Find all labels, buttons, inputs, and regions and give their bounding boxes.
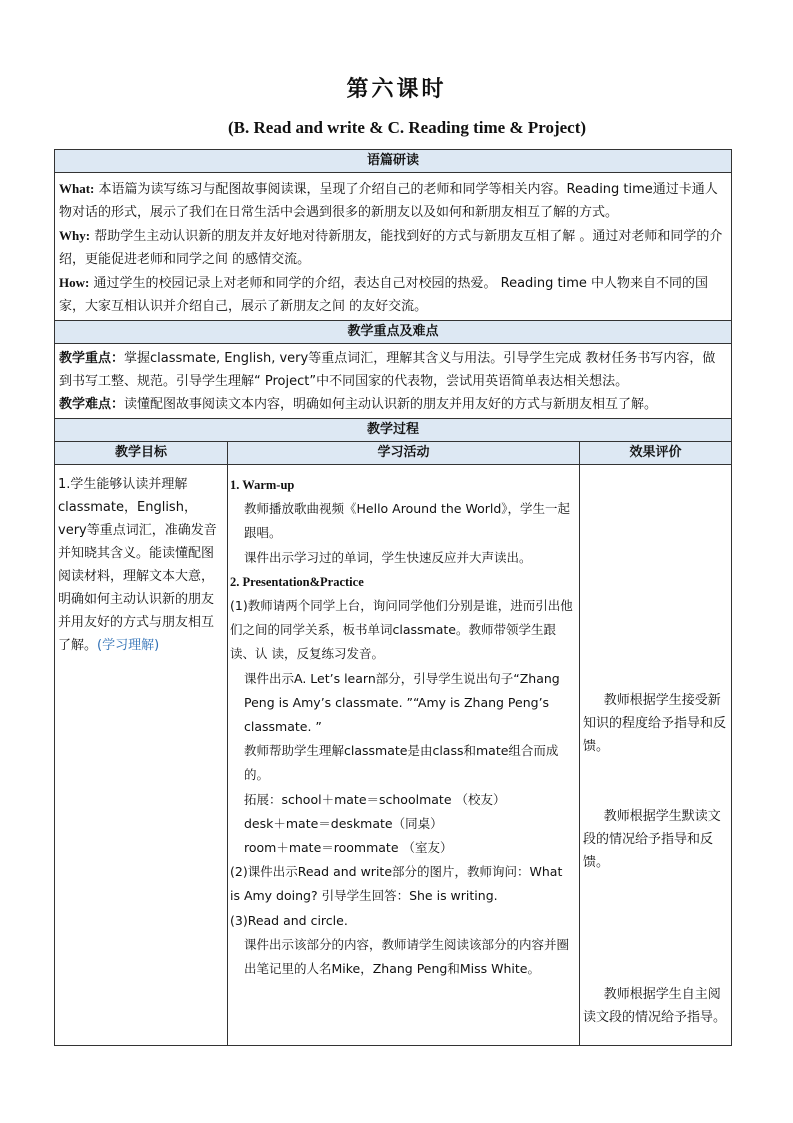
why-paragraph [59, 224, 727, 271]
section-header-key-points: 教学重点及难点 [54, 320, 732, 344]
page-title: 第六课时 [346, 76, 447, 102]
goal-column-header: 教学目标 [55, 442, 227, 465]
section-header-process: 教学过程 [54, 418, 732, 442]
activity-cell [228, 465, 579, 1045]
page-subtitle: (B. Read and write & C. Reading time & Project) [228, 118, 587, 137]
evaluation-column-header: 效果评价 [580, 442, 731, 465]
what-label: What: [59, 181, 95, 196]
activity-line: 课件出示学习过的单词，学生快速反应并大声读出。 [244, 549, 532, 565]
key-points-block [54, 344, 732, 418]
difficulty-text: 读懂配图故事阅读文本内容，明确如何主动认识新的朋友并用友好的方式与新朋友相互了解。 [124, 397, 658, 412]
text-analysis-block [54, 173, 732, 320]
activity-line: 课件出示该部分的内容，教师请学生阅读该部分的内容并圈出笔记里的人名Mike，Zhang Peng和Miss White。 [244, 936, 570, 977]
lesson-table [54, 149, 732, 1046]
goal-cell [55, 465, 227, 1045]
goal-tag: (学习理解) [97, 638, 160, 653]
activity-line: 课件出示A. Let’s learn部分，引导学生说出句子“Zhang Peng is Amy’s classmate. ”“Amy is Zhang Peng’s classmate. ” [244, 670, 560, 735]
activity-column-header: 学习活动 [228, 442, 579, 465]
activity-line: desk＋mate＝deskmate（同桌） [244, 815, 443, 831]
what-text: 本语篇为读写练习与配图故事阅读课，呈现了介绍自己的老师和同学等相关内容。Reading time通过卡通人物对话的形式，展示了我们在日常生活中会遇到很多的新朋友以及如何和新朋友相互了解的方式。 [59, 182, 718, 220]
activity-line: (2)课件出示Read and write部分的图片，教师询问：What is Amy doing? 引导学生回答：She is writing. [230, 864, 563, 904]
focus-paragraph [59, 347, 727, 393]
what-paragraph [59, 177, 727, 224]
evaluation-item: 教师根据学生默读文段的情况给予指导和反馈。 [583, 809, 721, 870]
process-grid [54, 442, 732, 1046]
how-label: How: [59, 275, 90, 290]
difficulty-label: 教学难点： [59, 397, 125, 412]
evaluation-column [580, 442, 731, 1045]
goal-column [55, 442, 228, 1045]
why-label: Why: [59, 228, 91, 243]
activity-line: (3)Read and circle. [230, 912, 348, 928]
why-text: 帮助学生主动认识新的朋友并友好地对待新朋友，能找到好的方式与新朋友互相了解 。通过对老师和同学的介绍，更能促进老师和同学之间 的感情交流。 [59, 229, 723, 267]
activity-line: 教师播放歌曲视频《Hello Around the World》，学生一起跟唱。 [244, 501, 571, 541]
difficulty-paragraph [59, 393, 727, 416]
activity-column [228, 442, 580, 1045]
activity-line: 教师帮助学生理解classmate是由class和mate组合而成的。 [244, 743, 559, 783]
how-text: 通过学生的校园记录上对老师和同学的介绍，表达自己对校园的热爱。 Reading time 中人物来自不同的国家，大家互相认识并介绍自己，展示了新朋友之间 的友好交流。 [59, 276, 709, 314]
focus-text: 掌握classmate, English, very等重点词汇，理解其含义与用法。引导学生完成 教材任务书写内容，做到书写工整、规范。引导学生理解“ Project”中不同国家的代表物，尝试用英语简单表达相关想法。 [59, 351, 716, 389]
evaluation-item: 教师根据学生接受新知识的程度给予指导和反馈。 [583, 693, 727, 754]
activity-line: 拓展：school＋mate＝schoolmate （校友） [244, 791, 506, 807]
section-header-text-analysis: 语篇研读 [54, 149, 732, 173]
focus-label: 教学重点： [59, 351, 125, 366]
activity-line: (1)教师请两个同学上台，询问同学他们分别是谁，进而引出他们之间的同学关系，板书单词classmate。教师带领学生跟读、认 读，反复练习发音。 [230, 598, 573, 662]
activity-line: room＋mate＝roommate （室友） [244, 840, 453, 856]
goal-text: 1.学生能够认读并理解classmate，English，very等重点词汇，准确发音并知晓其含义。能读懂配图阅读材料，理解文本大意，明确如何主动认识新的朋友并用友好的方式与朋友相互了解。 [58, 477, 217, 653]
activity-line: 2. Presentation&Practice [230, 574, 364, 589]
evaluation-item: 教师根据学生自主阅读文段的情况给予指导。 [583, 987, 727, 1025]
activity-line: 1. Warm-up [230, 478, 295, 492]
how-paragraph [59, 271, 727, 318]
evaluation-cell [580, 465, 731, 1045]
